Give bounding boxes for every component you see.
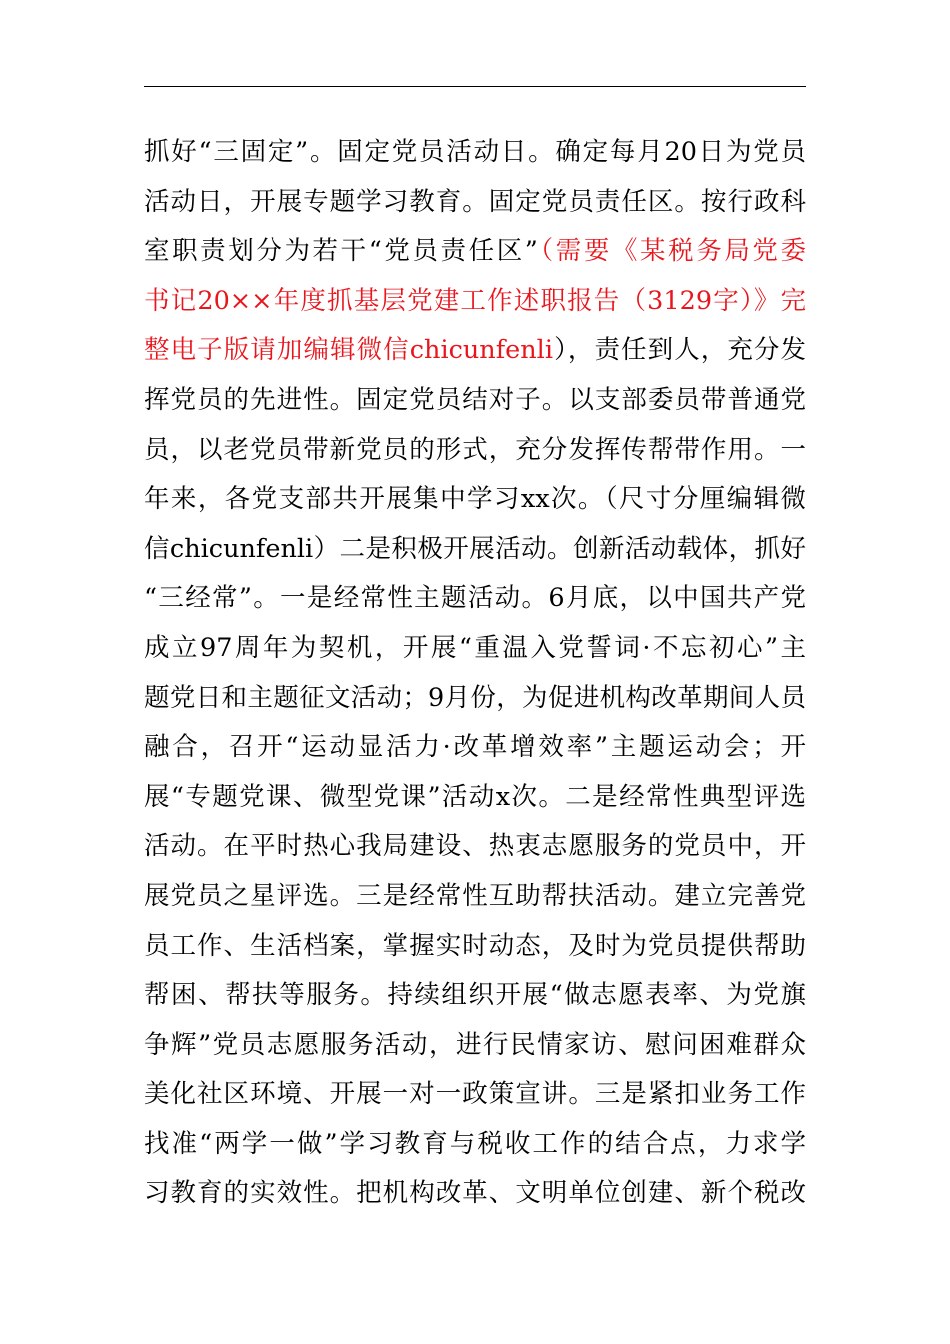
text-line-3: 室职责划分为若干“党员责任区”（需要《某税务局党委	[144, 236, 806, 267]
text-line-6: 挥党员的先进性。固定党员结对子。以支部委员带普通党	[144, 384, 806, 415]
document-body	[144, 128, 806, 1219]
red-note-start: （需要《某税务局党委	[537, 236, 806, 267]
text-line-17: 员工作、生活档案，掌握实时动态，及时为党员提供帮助	[144, 930, 806, 961]
text-line-13: 融合，召开“运动显活力·改革增效率”主题运动会；开	[144, 732, 806, 763]
text-line-8: 年来，各党支部共开展集中学习xx次。（尺寸分厘编辑微	[144, 484, 806, 515]
text-line-20: 美化社区环境、开展一对一政策宣讲。三是紧扣业务工作	[144, 1079, 806, 1110]
text-line-21: 找准“两学一做”学习教育与税收工作的结合点，力求学	[144, 1128, 806, 1159]
text-line-12: 题党日和主题征文活动；9月份，为促进机构改革期间人员	[144, 682, 806, 713]
text-line-9: 信chicunfenli）二是积极开展活动。创新活动载体，抓好	[144, 533, 806, 564]
text-line-4: 书记20××年度抓基层党建工作述职报告（3129字）》完	[144, 285, 806, 316]
text-line-11: 成立97周年为契机，开展“重温入党誓词·不忘初心”主	[144, 632, 806, 663]
text-line-2: 活动日，开展专题学习教育。固定党员责任区。按行政科	[144, 186, 806, 217]
text-line-7: 员，以老党员带新党员的形式，充分发挥传帮带作用。一	[144, 434, 806, 465]
text-line-1: 抓好“三固定”。固定党员活动日。确定每月20日为党员	[144, 137, 806, 167]
red-note-end: 整电子版请加编辑微信chicunfenli	[144, 335, 553, 366]
header-rule	[144, 86, 806, 87]
text-line-15: 活动。在平时热心我局建设、热衷志愿服务的党员中，开	[144, 831, 806, 862]
text-line-19: 争辉”党员志愿服务活动，进行民情家访、慰问困难群众	[144, 1029, 806, 1060]
text-line-5: 整电子版请加编辑微信chicunfenli），责任到人，充分发	[144, 335, 806, 366]
text-line-10: “三经常”。一是经常性主题活动。6月底，以中国共产党	[144, 583, 806, 614]
text-line-22: 习教育的实效性。把机构改革、文明单位创建、新个税改	[144, 1178, 806, 1209]
text-line-18: 帮困、帮扶等服务。持续组织开展“做志愿表率、为党旗	[144, 980, 806, 1011]
text-line-16: 展党员之星评选。三是经常性互助帮扶活动。建立完善党	[144, 880, 806, 911]
text-line-14: 展“专题党课、微型党课”活动x次。二是经常性典型评选	[144, 781, 806, 812]
